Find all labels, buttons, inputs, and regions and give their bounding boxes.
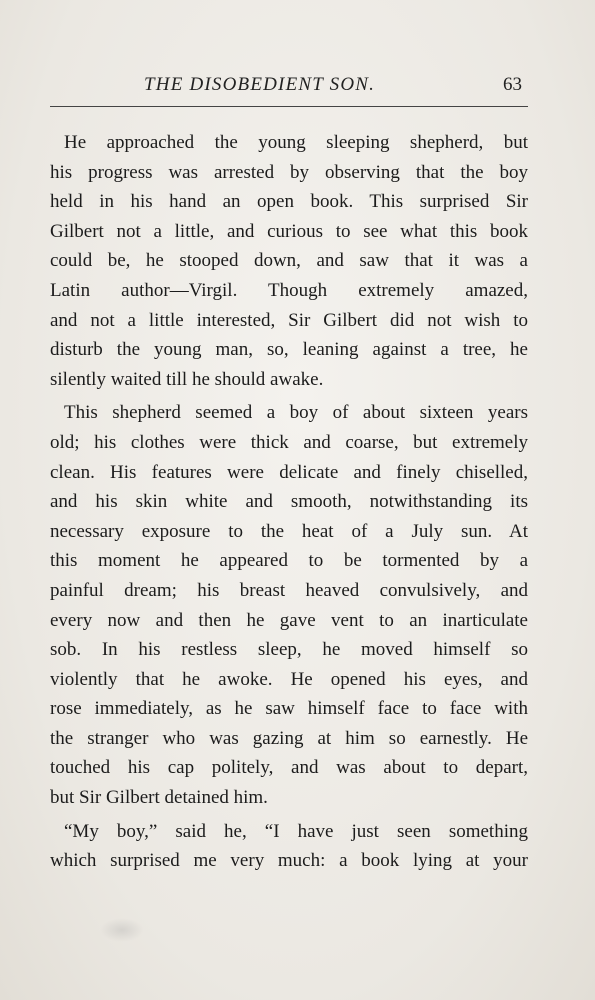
text-line: held in his hand an open book. This surprised Sir — [50, 191, 528, 213]
text-line: his progress was arrested by observing that the boy — [50, 161, 528, 183]
body-text — [50, 128, 528, 876]
text-line: “My boy,” said he, “I have just seen something — [64, 820, 528, 842]
text-line: sob. In his restless sleep, he moved himself so — [50, 639, 528, 661]
text-line: this moment he appeared to be tormented by a — [50, 550, 528, 572]
text-line: painful dream; his breast heaved convulsively, and — [50, 579, 528, 601]
text-line: old; his clothes were thick and coarse, but extremely — [50, 431, 528, 453]
text-line: necessary exposure to the heat of a July sun. At — [50, 520, 528, 542]
paragraph-3 — [50, 817, 528, 876]
text-line: touched his cap politely, and was about to depart, — [50, 757, 528, 779]
paragraph-1 — [50, 128, 528, 394]
text-line: This shepherd seemed a boy of about sixteen years — [64, 402, 528, 424]
running-title: THE DISOBEDIENT SON. — [144, 74, 376, 95]
text-line: rose immediately, as he saw himself face to face with — [50, 698, 528, 720]
text-line: He approached the young sleeping shepherd, but — [64, 132, 528, 153]
text-line: but Sir Gilbert detained him. — [50, 787, 268, 809]
text-line: clean. His features were delicate and finely chiselled, — [50, 461, 528, 483]
text-line: Gilbert not a little, and curious to see what this book — [50, 220, 528, 242]
text-line: disturb the young man, so, leaning against a tree, he — [50, 339, 528, 361]
text-line: could be, he stooped down, and saw that it was a — [50, 250, 528, 272]
paragraph-2 — [50, 398, 528, 812]
text-line: Latin author—Virgil. Though extremely amazed, — [50, 279, 528, 301]
text-line: silently waited till he should awake. — [50, 368, 324, 390]
text-line: and his skin white and smooth, notwithstanding its — [50, 491, 528, 513]
text-line: and not a little interested, Sir Gilbert did not wish to — [50, 309, 528, 331]
running-head — [50, 74, 530, 104]
paper-smudge — [100, 918, 144, 942]
header-rule — [50, 106, 528, 107]
text-line: which surprised me very much: a book lying at your — [50, 850, 528, 872]
text-line: the stranger who was gazing at him so earnestly. He — [50, 727, 528, 749]
text-line: violently that he awoke. He opened his eyes, and — [50, 668, 528, 690]
text-line: every now and then he gave vent to an inarticulate — [50, 609, 528, 631]
page-number: 63 — [503, 74, 522, 95]
